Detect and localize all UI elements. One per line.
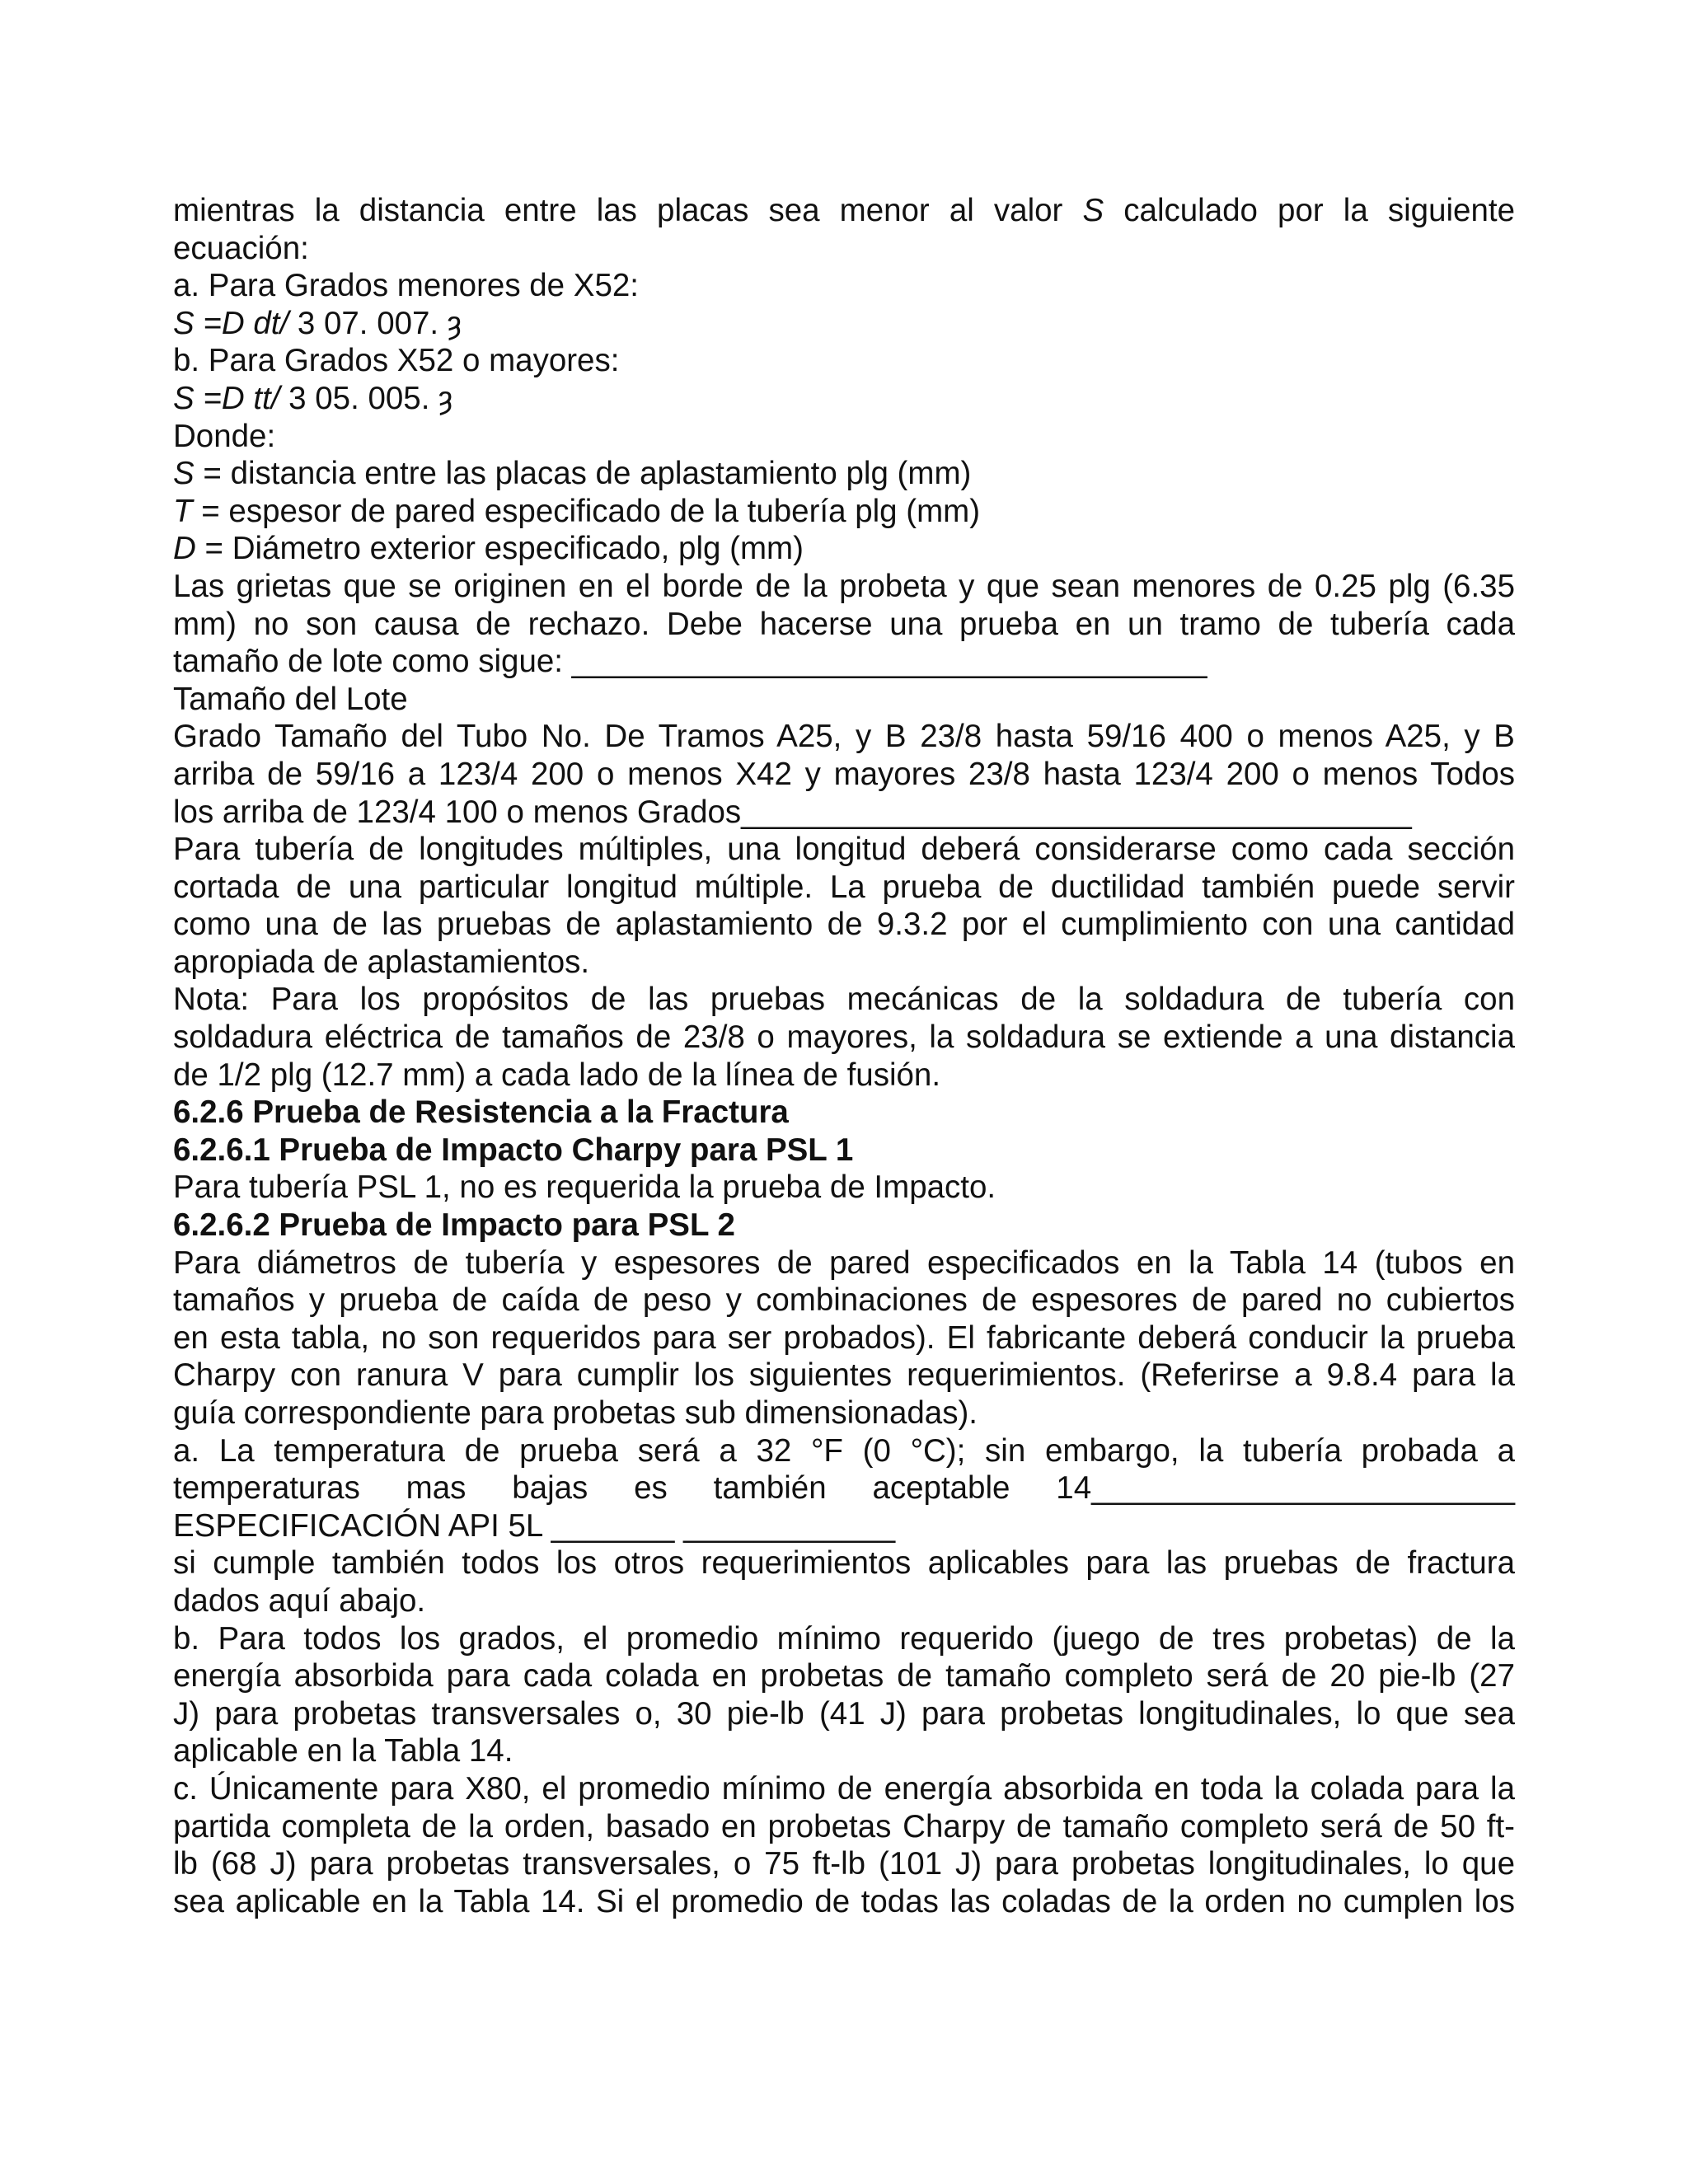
text-line: arriba de 59/16 a 123/4 200 o menos X42 y mayores 23/8 hasta 123/4 200 o menos Todos	[173, 756, 1515, 792]
text-line: si cumple también todos los otros requerimientos aplicables para las pruebas de fractura	[173, 1545, 1515, 1582]
text-line: partida completa de la orden, basado en probetas Charpy de tamaño completo será de 50 ft-	[173, 1808, 1515, 1844]
text-line: Nota: Para los propósitos de las pruebas mecánicas de la soldadura de tubería con	[173, 982, 1515, 1018]
text-line: D = Diámetro exterior especificado, plg (mm)	[173, 531, 804, 567]
text-line: lb (68 J) para probetas transversales, o 75 ft-lb (101 J) para probetas longitudinales, lo que	[173, 1846, 1515, 1882]
text-line: Para tubería de longitudes múltiples, una longitud deberá considerarse como cada sección	[173, 832, 1515, 868]
text-line: c. Únicamente para X80, el promedio mínimo de energía absorbida en toda la colada para la	[173, 1770, 1515, 1807]
text-line: apropiada de aplastamientos.	[173, 944, 590, 980]
text-line: mientras la distancia entre las placas sea menor al valor S calculado por la siguiente	[173, 193, 1515, 228]
text-line: como una de las pruebas de aplastamiento de 9.3.2 por el cumplimiento con una cantidad	[173, 907, 1515, 943]
text-line: Donde:	[173, 418, 276, 454]
text-line: tamaño de lote como sigue: ____________________________________	[173, 644, 1207, 680]
text-line: Las grietas que se originen en el borde de la probeta y que sean menores de 0.25 plg (6.35	[173, 568, 1515, 604]
text-line: a. Para Grados menores de X52:	[173, 268, 639, 304]
text-line: Grado Tamaño del Tubo No. De Tramos A25, y B 23/8 hasta 59/16 400 o menos A25, y B	[173, 719, 1515, 755]
text-line: dados aquí abajo.	[173, 1582, 426, 1619]
text-line: mm) no son causa de rechazo. Debe hacerse una prueba en un tramo de tubería cada	[173, 606, 1515, 642]
text-line: guía correspondiente para probetas sub dimensionadas).	[173, 1395, 978, 1431]
text-line: S = distancia entre las placas de aplastamiento plg (mm)	[173, 456, 972, 492]
text-line: en esta tabla, no son requeridos para ser probados). El fabricante deberá conducir la prueba	[173, 1319, 1515, 1356]
text-line: S =D dt/ 3 07. 007. ȝ	[173, 305, 462, 341]
text-line: Para diámetros de tubería y espesores de pared especificados en la Tabla 14 (tubos en	[173, 1244, 1515, 1281]
text-line: Tamaño del Lote	[173, 681, 408, 717]
text-line: los arriba de 123/4 100 o menos Grados______________________________________	[173, 794, 1412, 830]
text-line: energía absorbida para cada colada en probetas de tamaño completo será de 20 pie-lb (27	[173, 1658, 1515, 1694]
text-line: J) para probetas transversales o, 30 pie-lb (41 J) para probetas longitudinales, lo que sea	[173, 1695, 1515, 1732]
text-line: b. Para Grados X52 o mayores:	[173, 343, 620, 379]
text-line: tamaños y prueba de caída de peso y combinaciones de espesores de pared no cubiertos	[173, 1282, 1515, 1319]
text-line: ecuación:	[173, 230, 309, 266]
text-line: Charpy con ranura V para cumplir los siguientes requerimientos. (Referirse a 9.8.4 para la	[173, 1357, 1515, 1394]
text-line: S =D tt/ 3 05. 005. ȝ	[173, 380, 452, 416]
document-page	[173, 192, 1515, 1920]
text-line: Para tubería PSL 1, no es requerida la prueba de Impacto.	[173, 1169, 996, 1206]
text-line: de 1/2 plg (12.7 mm) a cada lado de la línea de fusión.	[173, 1057, 941, 1093]
text-line: soldadura eléctrica de tamaños de 23/8 o mayores, la soldadura se extiende a una distancia	[173, 1019, 1515, 1056]
text-line: b. Para todos los grados, el promedio mínimo requerido (juego de tres probetas) de la	[173, 1620, 1515, 1657]
text-line: temperaturas mas bajas es también aceptable 14________________________	[173, 1470, 1515, 1507]
section-heading: 6.2.6 Prueba de Resistencia a la Fractura	[173, 1094, 789, 1131]
text-line: aplicable en la Tabla 14.	[173, 1733, 513, 1769]
document-body	[173, 192, 1515, 1920]
text-line: a. La temperatura de prueba será a 32 °F (0 °C); sin embargo, la tubería probada a	[173, 1432, 1515, 1469]
section-heading: 6.2.6.1 Prueba de Impacto Charpy para PSL 1	[173, 1132, 854, 1168]
text-line: sea aplicable en la Tabla 14. Si el promedio de todas las coladas de la orden no cumplen los	[173, 1883, 1515, 1919]
text-line: cortada de una particular longitud múltiple. La prueba de ductilidad también puede servir	[173, 869, 1515, 905]
text-line: ESPECIFICACIÓN API 5L _______ ____________	[173, 1507, 896, 1544]
section-heading: 6.2.6.2 Prueba de Impacto para PSL 2	[173, 1207, 735, 1244]
text-line: T = espesor de pared especificado de la tubería plg (mm)	[173, 493, 981, 529]
